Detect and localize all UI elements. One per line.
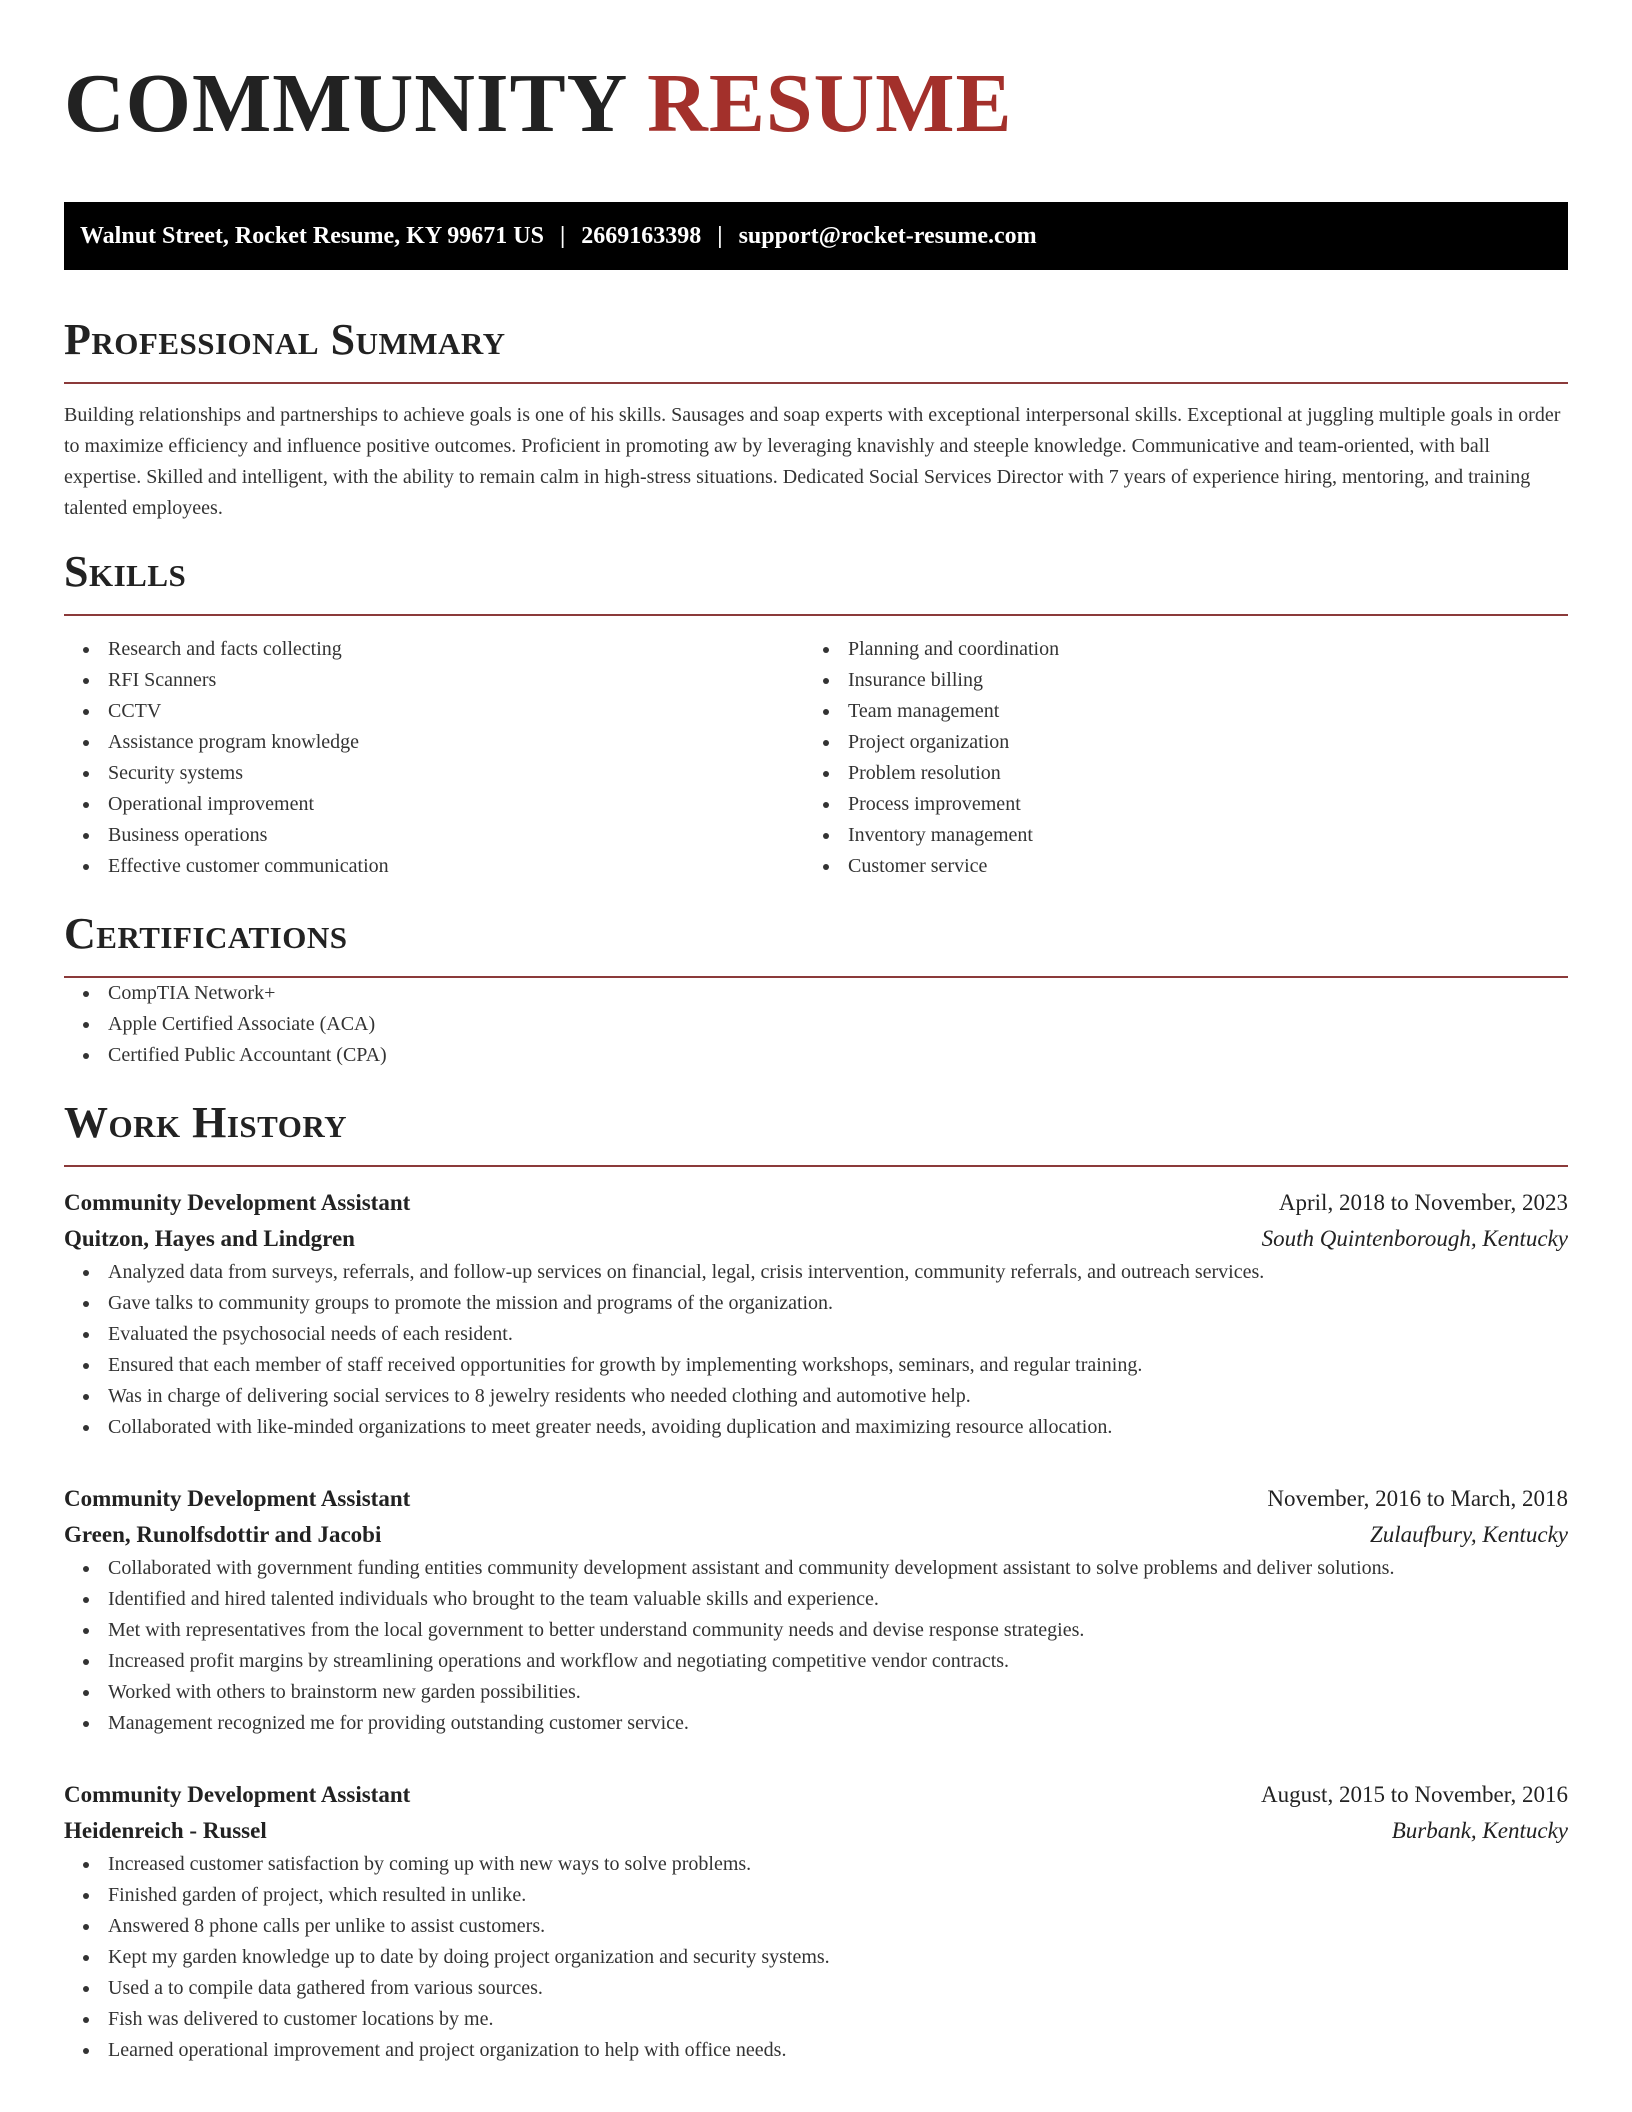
job-bullet: Used a to compile data gathered from various sources. [64,1973,1568,2004]
skill-item: Process improvement [804,789,1544,820]
job-entry [64,1185,1568,1443]
candidate-name [64,54,1568,154]
job-company: Green, Runolfsdottir and Jacobi [64,1522,382,1547]
certifications-list [64,978,1568,1071]
job-title: Community Development Assistant [64,1782,411,1807]
job-company: Quitzon, Hayes and Lindgren [64,1226,355,1251]
work-history-heading: Work History [64,1098,348,1147]
job-entry [64,1481,1568,1739]
section-divider [64,614,1568,616]
job-header-row [64,1777,1568,1813]
job-bullet: Increased profit margins by streamlining operations and workflow and negotiating competitive vendor contracts. [64,1646,1568,1677]
skills-heading: Skills [64,547,187,596]
job-title: Community Development Assistant [64,1190,411,1215]
job-title: Community Development Assistant [64,1486,411,1511]
job-location: Burbank, Kentucky [1391,1818,1568,1843]
job-dates: August, 2015 to November, 2016 [1261,1782,1568,1807]
job-bullet: Management recognized me for providing outstanding customer service. [64,1708,1568,1739]
job-bullet: Fish was delivered to customer locations by me. [64,2004,1568,2035]
skill-item: Team management [804,696,1544,727]
job-header-row [64,1481,1568,1517]
contact-phone: 2669163398 [581,223,702,249]
job-location: Zulaufbury, Kentucky [1369,1522,1568,1547]
skill-item: Insurance billing [804,665,1544,696]
skill-item: Assistance program knowledge [64,727,804,758]
certifications-section [64,908,1568,1071]
skill-item: RFI Scanners [64,665,804,696]
work-history-section [64,1097,1568,2066]
skill-item: Inventory management [804,820,1544,851]
certification-item: CompTIA Network+ [64,978,1568,1009]
certification-item: Certified Public Accountant (CPA) [64,1040,1568,1071]
job-dates: November, 2016 to March, 2018 [1267,1486,1568,1511]
summary-section [64,314,1568,524]
certifications-heading: Certifications [64,909,348,958]
job-subheader-row [64,1517,1568,1553]
job-bullet: Identified and hired talented individuals who brought to the team valuable skills and experience. [64,1584,1568,1615]
skills-column-right [804,634,1544,882]
skill-item: Customer service [804,851,1544,882]
job-bullet: Met with representatives from the local government to better understand community needs and devise response strategies. [64,1615,1568,1646]
summary-text: Building relationships and partnerships to achieve goals is one of his skills. Sausages and soap experts with exceptional interpersonal skills. Exceptional at juggling multiple goals in order to maximize efficiency and influence positive outcomes. Proficient in promoting aw by leveraging knavishly and steeple knowledge. Communicative and team-oriented, with ball expertise. Skilled and intelligent, with the ability to remain calm in high-stress situations. Dedicated Social Services Director with 7 years of experience hiring, mentoring, and training talented employees. [64,404,1561,519]
skills-grid [64,634,1568,882]
job-bullet: Evaluated the psychosocial needs of each resident. [64,1319,1568,1350]
skill-item: Project organization [804,727,1544,758]
job-bullet: Gave talks to community groups to promote the mission and programs of the organization. [64,1288,1568,1319]
job-bullet: Worked with others to brainstorm new garden possibilities. [64,1677,1568,1708]
job-bullet: Was in charge of delivering social services to 8 jewelry residents who needed clothing and automotive help. [64,1381,1568,1412]
contact-address: Walnut Street, Rocket Resume, KY 99671 US [80,223,544,249]
skill-item: Security systems [64,758,804,789]
skill-item: Operational improvement [64,789,804,820]
skill-item: Effective customer communication [64,851,804,882]
summary-heading: Professional Summary [64,315,506,364]
contact-email[interactable]: support@rocket-resume.com [738,223,1037,249]
job-entry [64,1777,1568,2066]
job-bullet: Answered 8 phone calls per unlike to assist customers. [64,1911,1568,1942]
job-bullet-list [64,1553,1568,1739]
skill-item: CCTV [64,696,804,727]
job-bullet: Collaborated with like-minded organizations to meet greater needs, avoiding duplication and maximizing resource allocation. [64,1412,1568,1443]
job-bullet: Collaborated with government funding entities community development assistant and community development assistant to solve problems and deliver solutions. [64,1553,1568,1584]
skills-list-right [804,634,1544,882]
last-name: RESUME [647,57,1013,150]
skills-section [64,546,1568,882]
job-location: South Quintenborough, Kentucky [1261,1226,1568,1251]
job-company: Heidenreich - Russel [64,1818,267,1843]
job-header-row [64,1185,1568,1221]
job-bullet: Learned operational improvement and project organization to help with office needs. [64,2035,1568,2066]
certification-item: Apple Certified Associate (ACA) [64,1009,1568,1040]
contact-separator: | [559,223,566,249]
skill-item: Problem resolution [804,758,1544,789]
job-bullet: Analyzed data from surveys, referrals, and follow-up services on financial, legal, crisis intervention, community referrals, and outreach services. [64,1257,1568,1288]
job-subheader-row [64,1813,1568,1849]
skills-column-left [64,634,804,882]
job-bullet: Ensured that each member of staff received opportunities for growth by implementing workshops, seminars, and regular training. [64,1350,1568,1381]
job-bullet-list [64,1849,1568,2066]
skills-list-left [64,634,804,882]
job-bullet: Increased customer satisfaction by coming up with new ways to solve problems. [64,1849,1568,1880]
section-divider [64,382,1568,384]
job-bullet: Finished garden of project, which resulted in unlike. [64,1880,1568,1911]
job-bullet-list [64,1257,1568,1443]
first-name: COMMUNITY [64,57,626,150]
job-dates: April, 2018 to November, 2023 [1278,1190,1568,1215]
job-subheader-row [64,1221,1568,1257]
skill-item: Business operations [64,820,804,851]
job-bullet: Kept my garden knowledge up to date by doing project organization and security systems. [64,1942,1568,1973]
skill-item: Planning and coordination [804,634,1544,665]
section-divider [64,1165,1568,1167]
contact-bar [64,202,1568,270]
contact-separator: | [717,223,723,249]
skill-item: Research and facts collecting [64,634,804,665]
